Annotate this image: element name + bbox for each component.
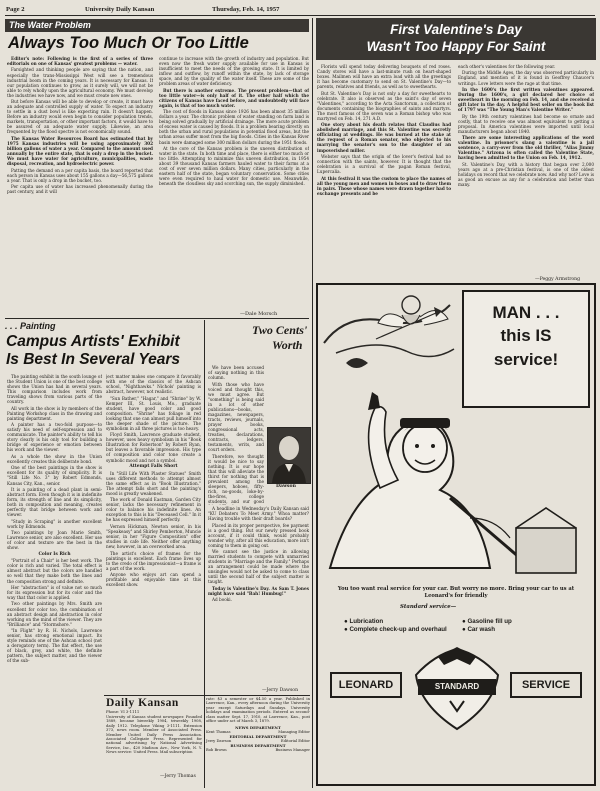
column-paragraph: With those who have voiced and thought this, we must agree. But "something" is being said in a lot of other publications—books, magazines, newspapers, tracts, reviews, journals, prayer books, congressional acts, treaties, declarations, contracts, ledgers, testaments, writs, and court orders. bbox=[208, 381, 264, 453]
painting-paragraph: A painter has a two-fold purpose—to satisfy his need of self-expression and to communicate. The painter's ability to tell his story clearly is his only tool for building a bridge of experience or emotion between his work and the viewer. bbox=[7, 422, 102, 453]
valentine-paragraph: Florists will spend today delivering bouquets of red roses. Candy stores will have a last-minute rush on heart-shaped boxes. Mailmen will have an extra load with all the greetings it has become customary to send on St. Valentine's Day—to parents, relatives and friends, as well as to sweethearts. bbox=[317, 64, 451, 90]
paper-name: University Daily Kansan bbox=[85, 6, 155, 13]
standard-badge-label: STANDARD bbox=[434, 682, 480, 691]
columnist-photo bbox=[267, 427, 311, 484]
column-rule bbox=[204, 320, 205, 788]
painting-subhead: Attempt Falls Short bbox=[129, 464, 178, 470]
painting-headline-2: Is Best In Several Years bbox=[6, 351, 181, 368]
painting-paragraph: As a whole the show in the Union excellently creates this deliberate bond. bbox=[7, 453, 102, 464]
valentine-paragraph: By the 19th century valentines had become so ornate and costly, that to receive one was almost equivalent to getting a proposal. In America valentines were imported until local manufacturers began about 1840. bbox=[458, 113, 594, 134]
staff-role: Business Manager bbox=[275, 748, 310, 753]
column-paragraph: Placed in its proper perspective, fee payment is a good thing. But our newly pressed book account, if it could think, would probably wonder why, after all this education, more isn't coming to them in going out. bbox=[208, 522, 309, 548]
photo-caption: Dawson bbox=[276, 484, 296, 489]
column-text-upper bbox=[208, 365, 264, 505]
painting-headline-1: Campus Artists' Exhibit bbox=[6, 333, 180, 350]
header-rule bbox=[5, 15, 595, 16]
ad-services-right bbox=[462, 618, 582, 634]
valentine-column-2 bbox=[458, 64, 594, 276]
water-editor-note: Editor's note: Following is the first of a series of three editorials on one of Kansas' greatest problems — water. bbox=[7, 56, 153, 67]
painting-band: . . . Painting bbox=[5, 321, 56, 331]
painting-paragraph: One of the best paintings in the show is excellent for its quality of simplicity. It is "Still Life No. 3" by Robert Edmonds, Kansas City, Kan., senior. bbox=[7, 465, 102, 486]
painting-subhead: Color Is Rich bbox=[38, 551, 71, 557]
staff-name: Kent Thomas bbox=[206, 730, 231, 735]
water-paragraph: Farsighted and thinking people are saying that the nation, and especially the trans-Mississippi West will see a tremendous industrial boom in the coming years. It is necessary for Kansas. If our population continues to grow, as it surely will, we will not be able to rely wholly upon the agricultural economy. We must develop the industries we have now, and we must create new ones. bbox=[7, 67, 153, 98]
painting-paragraph: All work in the show is by members of the Painting Workshop class in the drawing and painting department. bbox=[7, 405, 102, 421]
painting-paragraph: ject matter makes one compare it favorably with one of the classics of the Ashcan school, "Nighthawks." Nichols' painting is abstract, however, not realistic. bbox=[106, 374, 201, 395]
painting-column-1 bbox=[7, 374, 102, 779]
masthead-info: University of Kansas student newspaper. Founded 1889, became biweekly 1904, triweekly 1908, daily 1912. Telephone Viking 3-1111. Extension 373, news room. Member of Associated Press. Member United Daily Press Association. Associated Collegiate Press. Represented for national advertising by National Advertising Service, Inc., 420 Madison Ave., New York, N. Y. News service: United Press. Mail subscription bbox=[106, 715, 202, 755]
valentine-paragraph: St. Valentine's Day, with a history that began over 2,000 years ago at a pre-Christian festival, is one of the oldest holidays on record that we celebrate now. And why not? Love is as good an excuse as any for a celebration and better than many. bbox=[458, 161, 594, 187]
painting-paragraph: "Study in Scraping" is another excellent work by Edmonds. bbox=[7, 518, 102, 529]
water-paragraph: At the core of the Kansas problem is the uneven distribution of water in the state. In both time and place, there is either too much or too little. Attempting to minimize this uneven distribution, in 1954 about 39 thousand Kansas farmers hauled water to their farms at a cost of over seven million dollars. Many cities, particularly in the eastern half of the state, began voluntary conservation. Some cities were even required to haul water for domestic use. Meanwhile, beneath the cloudless sky and scorching sun, the supply diminished. bbox=[159, 145, 309, 187]
service-item: ● Car wash bbox=[462, 626, 495, 633]
valentine-paragraph: There are some interesting applications of the word valentine. In prisoner's slang a valentine is a jail sentence, a carry-over from the old thriller, "Alias Jimmy Valentine." Arizona is often called the Valentine State, having been admitted to the Union on Feb. 14, 1912. bbox=[458, 135, 594, 161]
masthead-rule bbox=[104, 695, 310, 696]
service-item: ● Gasoline fill up bbox=[462, 618, 512, 625]
column-paragraph: A headline in Wednesday's Daily Kansan said "KU Debaters To Meet Army." Whoa matter? Having trouble with their draft boards? bbox=[208, 506, 309, 522]
painting-paragraph: Her "abstraction" is of value not so much for its expression but for its color and the way that that color is applied. bbox=[7, 584, 102, 601]
staff-name: Jerry Dawson bbox=[206, 739, 232, 744]
painting-paragraph: "Portrait of a Chair" is her best work. The color is rich and varied. The total effect is almost abstract but the colors are handled so well that they make both the lines and the composition strong and definite. bbox=[7, 558, 102, 584]
water-signature: —Dale Morsch bbox=[240, 311, 278, 317]
painting-paragraph: Floyd Smith, Lawrence graduate student, however, uses heavy symbolism in his "Book Illustration for Robertson" by Robert Ryan, but leaves a favorable impression. His type of composition and color tone create a symbolic mood and not a symbol. bbox=[106, 432, 201, 463]
painting-paragraph: "In Flight" by R. H. Nichols, Lawrence senior, has strong emotional impact. Its style reminds one of the Ashcan school (not a derogatory term). The flat effect, the use of black, grey, and white, the definite pattern, the subject matter, and the viewer of the sub- bbox=[7, 628, 102, 664]
news-department: NEWS DEPARTMENT bbox=[235, 725, 281, 731]
staff-role: Managing Editor bbox=[278, 730, 310, 735]
valentine-paragraph: During the Middle Ages, the day was observed particularly in England, and mention of it is found in Geoffrey Chaucer's writings. Love letters were the rage at that time. bbox=[458, 70, 594, 86]
painting-paragraph: The work of Donald Eastman, Garden City senior, lacks the necessary refinement in color to balance his indefinite lines. An exception to this is his "Deceased Cell." In it he has expressed himself perfectly. bbox=[106, 497, 201, 523]
valentine-paragraph: Webster says that the origin of the lover's festival had no connection with the saints, however. It is thought that the celebration is a survival of the pagan Roman festival, Lupercalia. bbox=[317, 153, 451, 175]
service-item: ● Complete check-up and overhaul bbox=[344, 626, 447, 633]
painting-signature: —Jerry Thomas bbox=[160, 774, 196, 779]
water-paragraph: But before Kansas will be able to develop or create, it must have an adequate and controlled supply of water. To expect an industry to settle in a dust bowl is like expecting rain. It doesn't happen. Before an industry would even begin to consider population trends, markets, transportation, or other important factors, it would have to be assured of an adequate water supply. Likewise, an area frequented by the flood spectre is not economically sound. bbox=[7, 99, 153, 135]
water-paragraph: But there is another extreme. The present problem—that of too little water—is only half of it. The other half which the citizens of Kansas have faced before, and undoubtedly will face again, is that of too much water. bbox=[159, 87, 309, 108]
editorial-department: EDITORIAL DEPARTMENT bbox=[229, 734, 287, 740]
valentine-paragraph: In the 1600's the first written valentines appeared. During the 1600's, a girl declared her choice of sweetheart in the morning on Feb. 14, and she received a gift later in the day. A helpful best seller on the book list of 1797 was "The Young Man's Valentine Writer." bbox=[458, 86, 594, 113]
ad-line-2: this IS bbox=[500, 326, 552, 345]
valentine-paragraph: each other's valentines for the following year. bbox=[458, 64, 556, 69]
ad-line-3: service! bbox=[493, 350, 559, 369]
painting-paragraph: "Sun Bather," "Hagar," and "Shrine" by W. Kemper III, St. Louis, Mo., graduate student, have good color and good composition. "Shrine" has foliage in red looking that one can almost pull himself into the deeper shade of the picture. The symbolism in all three pictures is too heavy. bbox=[106, 395, 201, 431]
valentine-paragraph: At this festival it was the custom to place the names of all the young men and women in boxes and to draw them in pairs. Those whose names were drawn together had to exchange presents and be bbox=[317, 175, 451, 196]
ad-line-1: MAN . . . bbox=[492, 303, 560, 322]
water-paragraph: Per capita use of water has increased phenomenally during the past century, and it will bbox=[7, 184, 153, 195]
issue-date: Thursday, Feb. 14, 1957 bbox=[212, 6, 280, 13]
water-paragraph: The Kansas Water Resources Board has estimated that by 1975 Kansas industries will be using approximately 302 billion gallons of water a year. Compared to the amount used annually by the entire state, that is only a drop in the bucket. We must have water for agriculture, municipalities, waste disposal, recreation, and hydroelectric power. bbox=[7, 135, 153, 167]
section-rule bbox=[5, 318, 309, 319]
valentine-headline-1: First Valentine's Day bbox=[316, 21, 596, 38]
painting-paragraph: Two other paintings by Mrs. Smith are excellent for color too, the combination of an abstract design and abstraction in color working on the mind of the viewer. They are "Brilliance" and "Stormshore." bbox=[7, 601, 102, 627]
columnist-portrait bbox=[268, 428, 310, 483]
valentine-headline-box bbox=[316, 18, 596, 60]
ad-leonard-box: LEONARD bbox=[330, 672, 402, 698]
masthead-phone: Phone: VI 3-1111 bbox=[106, 709, 140, 714]
masthead-left bbox=[106, 697, 202, 787]
valentine-paragraph: But St. Valentine's Day is not only a day for sweethearts to celebrate. It also is observed as the saint's day of seven "Valentines," according to the Acta Sanctorum, a collection of documents containing the biographies of saints and martyrs. The most famous of the seven was a Roman bishop who was martyred on Feb. 14, 271 A.D. bbox=[317, 90, 451, 121]
column-title-1: Two Cents' bbox=[252, 323, 308, 337]
column-title-2: Worth bbox=[272, 338, 303, 352]
water-paragraph: continue to increase with the growth of industry and population. But even now the fresh water supply available for use in Kansas is insufficient to meet the needs of the growing state. It is limited by inflow and outflow, by runoff within the state, by lack of storage space, and by the quality of the water itself. These are some of the problem areas of water deficiency. bbox=[159, 56, 309, 87]
water-column-2 bbox=[159, 56, 309, 306]
business-department: BUSINESS DEPARTMENT bbox=[230, 743, 286, 749]
painting-paragraph: It is a painting of a dead plant in semi-abstract form. Even though it is in indefinite form, its strength of line and its simplicity, both in composition and meaning, creates perfectly that bridge between work and viewer. bbox=[7, 486, 102, 518]
valentine-headline-2: Wasn't Too Happy For Saint bbox=[316, 38, 596, 55]
painting-paragraph: Vernon Hickman, Newton senior, in his "Speakeasy" and Shirley Pemberton, Muncie senior, in her "Figure Composition" offer studies in cafe life. Neither offer anything new, however, in an overworked area. bbox=[106, 523, 201, 550]
column-paragraph: Therefore, we thought it would be nice to say nothing. It is our hope that this will alleviate the thirst for nothing that is prevalent among the sleepers, hoboes, fifty-rich, no-goods, loke-by-the-fires, college students, and our good bbox=[208, 453, 264, 504]
service-item: ● Lubrication bbox=[344, 618, 384, 625]
painting-paragraph: The painting exhibit in the south lounge of the Student Union is one of the best college shows the Union has had in several years. This comparison includes work from traveling shows from various parts of the country. bbox=[7, 374, 102, 405]
painting-paragraph: The artist's choice of frames for the paintings is excellent. Each frame lives up to the credo of the impressionist—a frame is a part of the work. bbox=[106, 550, 201, 571]
painting-paragraph: Two paintings by Joan Marie Smith, Lawrence senior, are also excellent. Her use of color and texture are the best in the show. bbox=[7, 530, 102, 551]
column-signature: —Jerry Dawson bbox=[262, 688, 299, 693]
water-paragraph: The cost of floods in Kansas since 1926 has been almost 35 million dollars a year. The chronic problem of water standing on farm land is being solved gradually by artificial drainage. The more acute problem of excess water is caused by floods. It is a problem bearing directly on both the urban and rural populations in potential flood areas, but the urban areas suffer most from the big floods. Cities in the Kansas River basin were damaged some 300 million dollars during the 1951 floods. bbox=[159, 109, 309, 145]
masthead-right bbox=[206, 697, 310, 787]
column-rule bbox=[312, 18, 313, 788]
page-number: Page 2 bbox=[6, 6, 25, 13]
ad-illustration bbox=[320, 378, 592, 584]
painting-paragraph: In "Still Life With Plaster Statues" Smith uses different methods to attempt almost the same effect as in "Book Illustration." The attempt falls short and the painting's mood is greatly weakened. bbox=[106, 470, 201, 496]
ad-services-left bbox=[344, 618, 462, 634]
valentine-signature: —Peggy Armstrong bbox=[535, 277, 581, 282]
column-paragraph: Today is Valentine's Day. As Sam T. Jones might have said "Bah! Humbug!" bbox=[208, 585, 309, 596]
staff-name: Bob Brown bbox=[206, 748, 227, 753]
column-paragraph: Ad booki. bbox=[212, 597, 232, 603]
valentine-column-1 bbox=[317, 64, 451, 282]
ad-service-box: SERVICE bbox=[510, 672, 582, 698]
masthead-rates: rate: $3 a semester or $4.50 a year. Published in Lawrence, Kan., every afternoon during the University year except Saturdays and Sundays. University holidays and examination periods. Entered as second-class matter Sept. 17, 1910, at Lawrence, Kan., post office under act of March 3, 1879. bbox=[206, 697, 310, 724]
valentine-paragraph: One story about his death relates that Claudius had abolished marriage, and this St. Valentine was secretly officiating at weddings. He was burned at the stake at the request of a Roman senator, who objected to his marrying the senator's son to the daughter of an impoverished miller. bbox=[317, 122, 451, 153]
staff-role: Editorial Editor bbox=[280, 739, 310, 744]
ad-standard-service: Standard service— bbox=[400, 604, 457, 610]
column-paragraph: We cannot see the justice in allowing married students to compete with unmarried students in "Marriage and the Family." Perhaps an arrangement could be made where the unsingles would not be asked to come to class until the second half of the subject matter is taught. bbox=[208, 549, 309, 585]
column-text-lower bbox=[208, 506, 309, 686]
staff-row bbox=[206, 748, 310, 752]
ad-body: You too want real service for your car. But worry no more. Bring your car to us at Leonard's for friendly bbox=[337, 586, 575, 599]
water-band: The Water Problem bbox=[5, 19, 309, 32]
water-headline: Always Too Much Or Too Little bbox=[8, 34, 249, 52]
column-paragraph: We have been accused of saying nothing in this column. bbox=[208, 365, 264, 381]
water-paragraph: Patting the demand on a per capita basis, the board reported that each person in Kansas uses about 155 gallons a day—56,575 gallons a year. That is only a drop in the bucket, too. bbox=[7, 167, 153, 183]
painting-paragraph: Anyone who enjoys art can spend a profitable and enjoyable time at this excellent show. bbox=[106, 572, 201, 588]
masthead-flag: Daily Kansan bbox=[106, 697, 179, 709]
water-column-1 bbox=[7, 56, 153, 306]
